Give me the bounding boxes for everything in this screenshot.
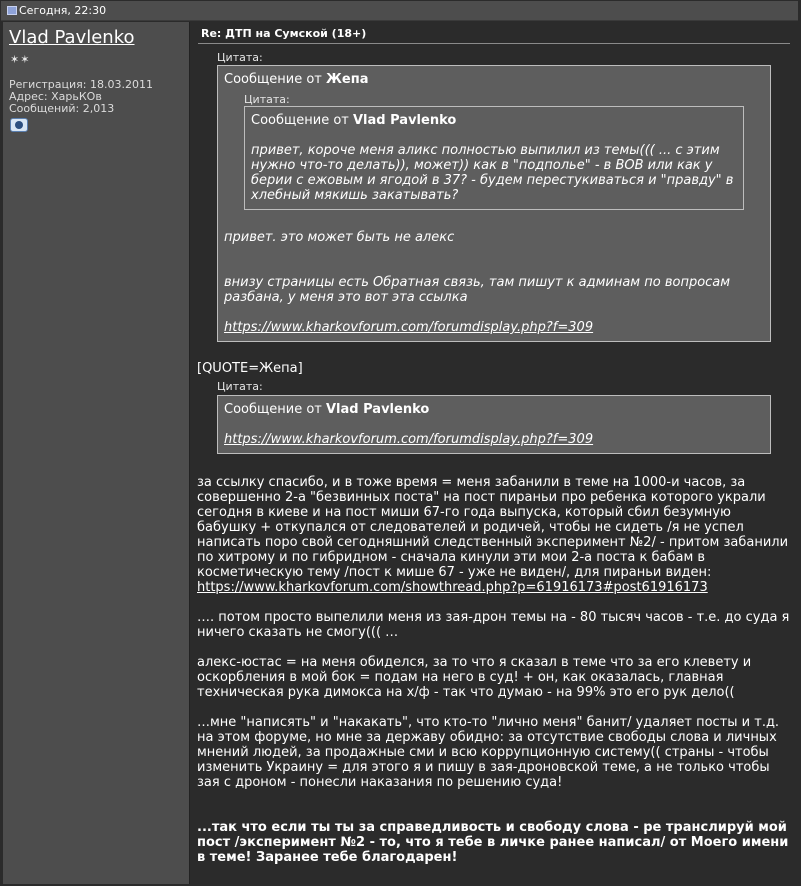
quote-label-2: Цитата:: [217, 380, 263, 393]
quote-box-vlad: [217, 395, 771, 454]
post-body: [191, 22, 798, 884]
message-paragraph-1: [197, 475, 791, 595]
rank-stars-icon: ✶✶: [10, 53, 31, 66]
user-info-panel: [3, 22, 190, 884]
message-paragraph-4: …мне "написять" и "накакать", что кто-то "лично меня" банит/ удаляет посты и т.д. на этом форуме, но мне за державу обидно: за отсутствие свободы слова и личных мнений людей, за продажные сми и всю коррупционную систему(( страны - чтобы изменить Украину = для этого я и пишу в зая-дроновской теме, а не только чтобы зая с дроном - понесли наказания по решению суда!: [197, 715, 780, 790]
quote-link[interactable]: https://www.kharkovforum.com/forumdisplay.php?f=309: [224, 320, 594, 335]
raw-quote-text: [QUOTE=Жепа]: [197, 361, 303, 376]
message-paragraph-5: ...так что если ты ты за справедливость и свободу слова - ре транслируй мой пост /эксперимент №2 - то, что я тебе в личке ранее написал/ от Моего имени в теме! Заранее тебе благодарен!: [197, 820, 789, 865]
title-divider: [198, 43, 790, 44]
album-camera-icon[interactable]: [10, 118, 28, 132]
post-count: Сообщений: 2,013: [9, 102, 115, 115]
nested-quote-text: привет, короче меня аликс полностью выпилил из темы((( ... с этим нужно что-то делать)), может)) как в "подполье" - в ВОВ или как у берии с ежовым и ягодой в 37? - будем перестукиваться и "правду" в хлебный мякишь закатывать?: [251, 143, 734, 203]
quote-label: Цитата:: [217, 51, 263, 64]
user-details: [9, 79, 153, 115]
user-address: Адрес: ХарьКОв: [9, 90, 102, 103]
nested-quote-author: Vlad Pavlenko: [353, 113, 457, 128]
quote-line-2: внизу страницы есть Обратная связь, там пишут к админам по вопросам разбана, у меня это вот эта ссылка: [224, 275, 731, 305]
registration-date: Регистрация: 18.03.2011: [9, 78, 153, 91]
quote-author-line: [224, 72, 369, 87]
message-paragraph-3: алекс-юстас = на меня обиделся, за то что я сказал в теме что за его клевету и оскорбления в мой бок = подам на него в суд! + он, как оказалась, главная техническая рука димокса на х/ф - так что думаю - на 99% это его рук дело((: [197, 655, 752, 700]
quote2-author-line: [224, 402, 429, 417]
quote2-link[interactable]: https://www.kharkovforum.com/forumdisplay.php?f=309: [224, 432, 594, 447]
quote2-author: Vlad Pavlenko: [326, 402, 430, 417]
post-status-icon: [7, 6, 17, 15]
paragraph-1-text: за ссылку спасибо, и в тоже время = меня забанили в теме на 1000-и часов, за совершенно 2-а "безвинных поста" на пост пираньи про ребенка которого украли сегодня в киеве и на пост миши 67-го года выпуска, который сбил безумную бабушку + откупался от следователей и родичей, чтобы не сидеть /я не успел написать поро свой сегодняшний следственный эксперимент №2/ - притом забанили по хитрому и по гибридном - сначала кинули эти мои 2-а поста к бабам в косметическую тему /пост к мише 67 - уже не виден/, для пираньи виден:: [197, 475, 789, 580]
quote-prefix: Сообщение от: [224, 72, 322, 87]
nested-quote-prefix: Сообщение от: [251, 113, 349, 128]
quote-author: Жепа: [326, 72, 369, 87]
post-header-bar: [1, 1, 798, 21]
thread-link[interactable]: https://www.kharkovforum.com/showthread.php?p=61916173#post61916173: [197, 580, 708, 595]
quote-box-zhepa: [217, 65, 771, 342]
quote2-prefix: Сообщение от: [224, 402, 322, 417]
post-date: Сегодня, 22:30: [19, 4, 107, 17]
post-title: Re: ДТП на Сумской (18+): [201, 27, 367, 40]
username-link[interactable]: Vlad Pavlenko: [9, 27, 135, 48]
message-paragraph-2: …. потом просто выпелили меня из зая-дрон темы на - 80 тысяч часов - т.е. до суда я ничего сказать не смогу((( …: [197, 610, 790, 640]
quote-line-1: привет. это может быть не алекс: [224, 230, 455, 245]
nested-quote-label: Цитата:: [244, 93, 290, 106]
nested-quote-author-line: [251, 113, 456, 128]
nested-quote-box: [244, 106, 744, 210]
post-message: [197, 475, 791, 880]
